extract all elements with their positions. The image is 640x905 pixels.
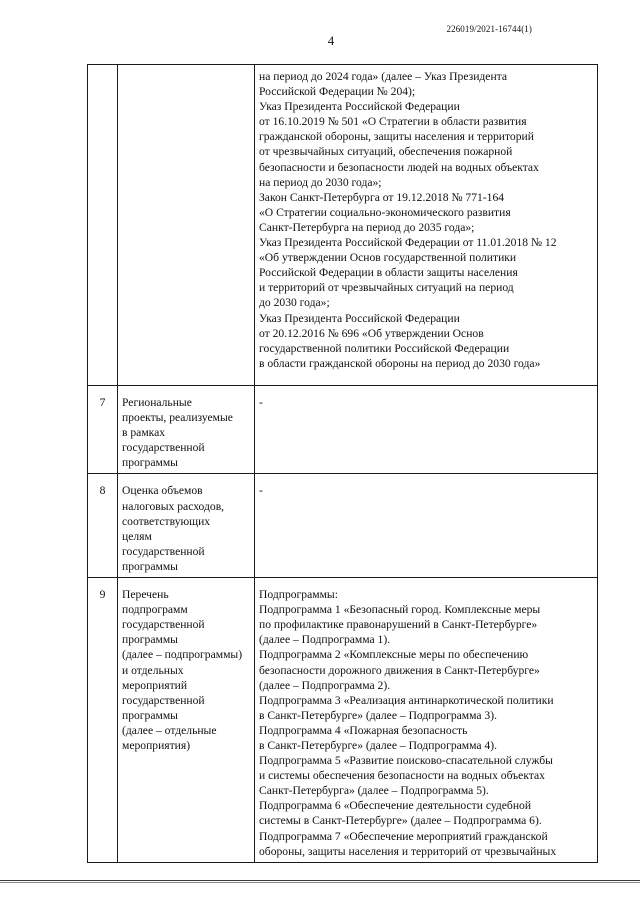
- text-line: и системы обеспечения безопасности на водных объектах: [259, 769, 545, 783]
- text-line: Подпрограммы:: [259, 588, 338, 602]
- text-line: Подпрограмма 3 «Реализация антинаркотической политики: [259, 693, 554, 707]
- text-line: подпрограмм: [122, 603, 188, 617]
- text-line: на период до 2024 года» (далее – Указ Президента: [259, 70, 508, 83]
- text-line: (далее – Подпрограмма 1).: [259, 633, 391, 647]
- row-name-cell: [118, 474, 255, 578]
- table-row: [88, 474, 598, 578]
- text-line: государственной: [122, 693, 205, 707]
- text-line: в Санкт-Петербурге» (далее – Подпрограмма 4).: [259, 738, 497, 752]
- row-number-cell: [88, 65, 118, 386]
- row-number-cell: 8: [88, 474, 118, 578]
- text-line: Подпрограмма 7 «Обеспечение мероприятий гражданской: [259, 829, 548, 843]
- text-line: Подпрограмма 1 «Безопасный город. Комплексные меры: [259, 603, 541, 617]
- text-line: Региональные: [122, 396, 192, 409]
- text-line: проекты, реализуемые: [122, 411, 233, 425]
- table-row: [88, 578, 598, 863]
- text-line: Оценка объемов: [122, 484, 203, 498]
- text-line: и отдельных: [122, 663, 184, 677]
- text-line: обороны, защиты населения и территорий от чрезвычайных: [259, 844, 557, 858]
- text-line: по профилактике правонарушений в Санкт-Петербурге»: [259, 618, 538, 632]
- scan-edge-line: [0, 882, 640, 883]
- passport-table: [87, 64, 598, 863]
- text-line: «Об утверждении Основ государственной политики: [259, 251, 517, 265]
- text-line: Перечень: [122, 588, 169, 602]
- text-line: «О Стратегии социально-экономического развития: [259, 205, 511, 219]
- text-line: Указ Президента Российской Федерации от 11.01.2018 № 12: [259, 236, 557, 250]
- text-line: программы: [122, 633, 178, 647]
- text-line: безопасности дорожного движения в Санкт-Петербурге»: [259, 663, 540, 677]
- text-line: программы: [122, 708, 178, 722]
- text-line: Указ Президента Российской Федерации: [259, 100, 460, 114]
- text-line: гражданской обороны, защиты населения и территорий: [259, 130, 534, 144]
- text-line: в области гражданской обороны на период до 2030 года»: [259, 356, 541, 370]
- text-line: налоговых расходов,: [122, 499, 225, 513]
- text-line: Указ Президента Российской Федерации: [259, 311, 460, 325]
- text-line: Подпрограмма 2 «Комплексные меры по обеспечению: [259, 648, 529, 662]
- text-line: государственной: [122, 441, 205, 455]
- table-row: [88, 65, 598, 386]
- text-line: целям: [122, 529, 152, 543]
- text-line: до 2030 года»;: [259, 296, 330, 310]
- text-line: государственной: [122, 544, 205, 558]
- row-number-cell: 7: [88, 386, 118, 474]
- text-line: Российской Федерации в области защиты населения: [259, 266, 518, 280]
- text-line: безопасности и безопасности людей на водных объектах: [259, 160, 539, 174]
- text-line: в Санкт-Петербурге» (далее – Подпрограмма 3).: [259, 708, 497, 722]
- table-row: [88, 386, 598, 474]
- text-line: от 20.12.2016 № 696 «Об утверждении Основ: [259, 326, 484, 340]
- text-line: в рамках: [122, 426, 166, 440]
- row-name-cell: [118, 578, 255, 863]
- text-line: и территорий от чрезвычайных ситуаций на период: [259, 281, 514, 295]
- row-content-cell: -: [255, 474, 598, 578]
- text-line: Подпрограмма 5 «Развитие поисково-спасательной службы: [259, 754, 553, 768]
- text-line: Закон Санкт-Петербурга от 19.12.2018 № 771-164: [259, 190, 505, 204]
- text-line: (далее – отдельные: [122, 723, 217, 737]
- text-line: от чрезвычайных ситуаций, обеспечения пожарной: [259, 145, 513, 159]
- text-line: на период до 2030 года»;: [259, 175, 382, 189]
- document-id: 226019/2021-16744(1): [446, 24, 532, 34]
- text-line: мероприятий: [122, 678, 188, 692]
- row-content-cell: -: [255, 386, 598, 474]
- text-line: Российской Федерации № 204);: [259, 85, 416, 99]
- text-line: Санкт-Петербурга» (далее – Подпрограмма 5).: [259, 784, 489, 798]
- row-content-cell: [255, 578, 598, 863]
- text-line: государственной: [122, 618, 205, 632]
- scan-edge-line: [0, 880, 640, 881]
- text-line: Подпрограмма 4 «Пожарная безопасность: [259, 723, 468, 737]
- text-line: Подпрограмма 6 «Обеспечение деятельности судебной: [259, 799, 532, 813]
- text-line: (далее – Подпрограмма 2).: [259, 678, 391, 692]
- text-line: системы в Санкт-Петербурге» (далее – Подпрограмма 6).: [259, 814, 542, 828]
- text-line: программы: [122, 559, 178, 573]
- text-line: соответствующих: [122, 514, 211, 528]
- text-line: от 16.10.2019 № 501 «О Стратегии в области развития: [259, 115, 527, 129]
- text-line: Санкт-Петербурга на период до 2035 года»;: [259, 220, 475, 234]
- row-content-cell: [255, 65, 598, 386]
- text-line: мероприятия): [122, 738, 191, 752]
- row-name-cell: [118, 65, 255, 386]
- row-number-cell: 9: [88, 578, 118, 863]
- row-name-cell: [118, 386, 255, 474]
- text-line: государственной политики Российской Федерации: [259, 341, 510, 355]
- text-line: (далее – подпрограммы): [122, 648, 243, 662]
- text-line: программы: [122, 456, 178, 470]
- page-number: 4: [327, 33, 335, 48]
